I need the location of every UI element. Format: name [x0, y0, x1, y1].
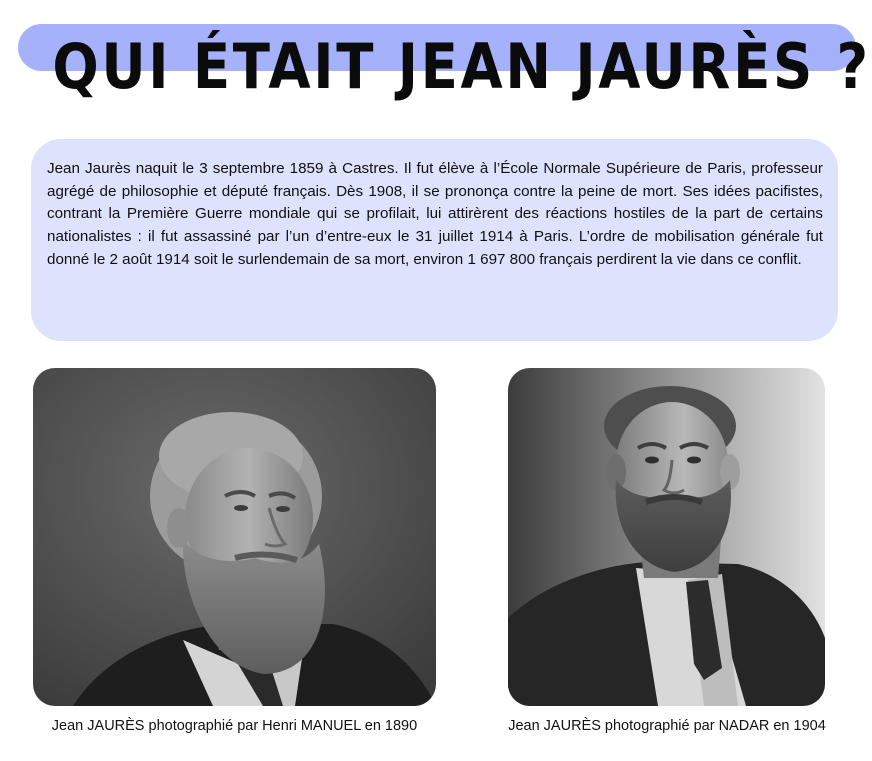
portrait-photo-1904 — [508, 368, 825, 706]
portrait-photo-1890 — [33, 368, 436, 706]
photo-caption-1904: Jean JAURÈS photographié par NADAR en 1904 — [508, 718, 826, 734]
photo-caption-1890: Jean JAURÈS photographié par Henri MANUEL en 1890 — [51, 718, 418, 734]
biography-panel — [31, 139, 838, 341]
biography-text: Jean Jaurès naquit le 3 septembre 1859 à Castres. Il fut élève à l’École Normale Supérieure de Paris, professeur agrégé de philosophie et député français. Dès 1908, il se prononça contre la peine de mort. Ses idées pacifistes, contrant la Première Guerre mondiale qui se profilait, lui attirèrent des réactions hostiles de la part de certains nationalistes : il fut assassiné par l’un d’entre-eux le 31 juillet 1914 à Paris. L’ordre de mobilisation générale fut donné le 2 août 1914 soit le surlendemain de sa mort, environ 1 697 800 français perdirent la vie dans ce conflit. — [47, 160, 823, 268]
portrait-1890-image — [33, 368, 436, 706]
page-title: QUI ÉTAIT JEAN JAURÈS ? — [52, 30, 871, 103]
portrait-1904-image — [508, 368, 825, 706]
